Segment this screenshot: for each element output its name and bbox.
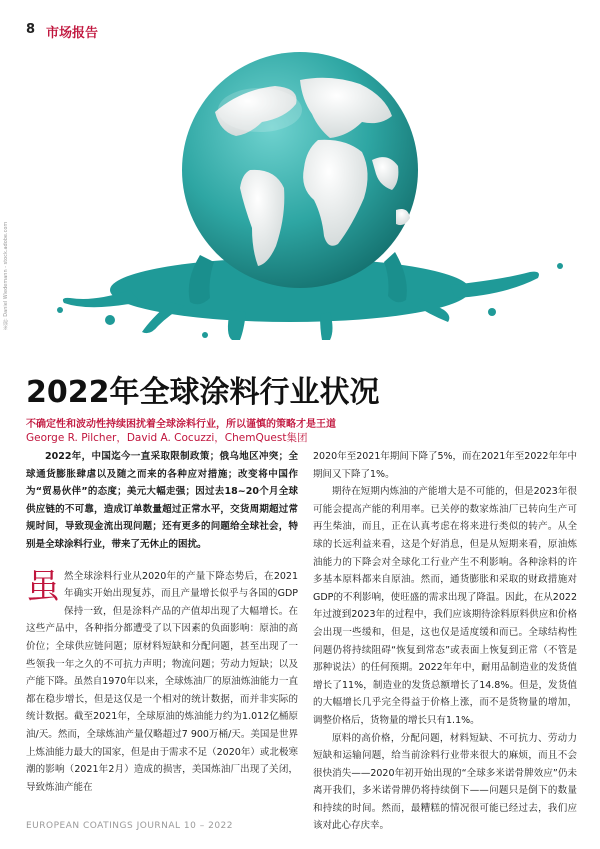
globe-splash-image [0,40,600,340]
dropcap: 虽 [26,566,60,607]
article-title: 2022年全球涂料行业状况 [26,375,380,410]
right-column [313,448,577,835]
body-paragraph-1 [26,568,298,797]
page-number: 8 [26,22,36,37]
body-paragraph-4: 原料的高价格，分配问题，材料短缺、不可抗力、劳动力短缺和运输问题，给当前涂料行业带来很大的麻烦，而且不会很快消失——2020年初开始出现的“全球多米诺骨牌效应”仍未离开我们，多米诺骨牌仍将持续倒下——问题只是倒下的数量和持续的时间。然而，最糟糕的情况很可能已经过去，我们应该对此心存庆幸。 [313,732,577,832]
section-label: 市场报告 [46,26,99,41]
left-column [26,448,298,796]
body-text-left: 然全球涂料行业从2020年的产量下降态势后，在2021年确实开始出现复苏，而且产量增长似乎与各国的GDP保持一致，但是涂料产品的产值却出现了大幅增长。在这些产品中，各种指分都遭受了以下因素的负面影响：原油的高价位；全球供应链问题；原材料短缺和分配问题，甚至出现了一些领我一年之久的不可抗力声明；物流问题；劳动力短缺；以及产能下降。虽然自1970年以来，全球炼油厂的原油炼油能力一直都在稳步增长，但是这仅是一个相对的统计数据，而并非实际的统计数据。截至2021年，全球原油的炼油能力约为1.012亿桶原油/天。然而，全球炼油产量仅略超过7 900万桶/天。美国是世界上炼油能力最大的国家，但是由于需求不足（2020年）或北极寒潮的影响（2021年2月）造成的损害，美国炼油厂出现了关闭，导致炼油产能在 [26,570,298,793]
journal-footer: EUROPEAN COATINGS JOURNAL 10 – 2022 [26,821,233,831]
body-paragraph-3: 期待在短期内炼油的产能增大是不可能的，但是2023年很可能会提高产能的利用率。已关停的数家炼油厂已转向生产可再生柴油，而且，正在认真考虑在将来进行类似的转产。从全球的长远利益来看，这是个好消息，但是从短期来看，原油炼油能力的下降会对全球化工行业产生不利影响。各种涂料的许多基本原料都来自原油。然而，通货膨胀和采取的财政措施对GDP的不利影响，使旺盛的需求出现了降温。因此，在从2022年过渡到2023年的过程中，我们应该期待涂料原料供应和价格会出现一些缓和，但是，这也仅是适度缓和而已。全球结构性问题仍将持续阻碍“恢复到常态”或表面上恢复到正常（不管是那种说法）的任何预期。2022年年中，耐用品制造业的发货值增长了11%，制造业的发货总额增长了14.8%。但是，发货值的大幅增长几乎完全得益于价格上涨，而不是货物量的增加，调整价格后，货物量的增长只有1.1%。 [313,486,577,726]
lead-paragraph: 2022年，中国迄今一直采取限制政策；俄乌地区冲突；全球通货膨胀肆虐以及随之而来的各种应对措施；改变将中国作为“贸易伙伴”的态度；美元大幅走强；因过去18~20个月全球供应链的不可靠，造成订单数量超过正常水平，交货周期超过常规时间，导致现金流出现问题；还有更多的问题给全球社会，特别是全球涂料行业，带来了无休止的困扰。 [26,451,298,550]
article-subtitle: 不确定性和波动性持续困扰着全球涂料行业，所以谨慎的策略才是王道 [26,419,336,430]
body-paragraph-2: 2020年至2021年期间下降了5%，而在2021年至2022年年中期间又下降了1%。 [313,451,577,480]
image-credit: 来源: Daniel Wiedemann - stock.adobe.com [3,221,9,330]
article-authors: George R. Pilcher，David A. Cocuzzi，ChemQuest集团 [26,432,308,444]
